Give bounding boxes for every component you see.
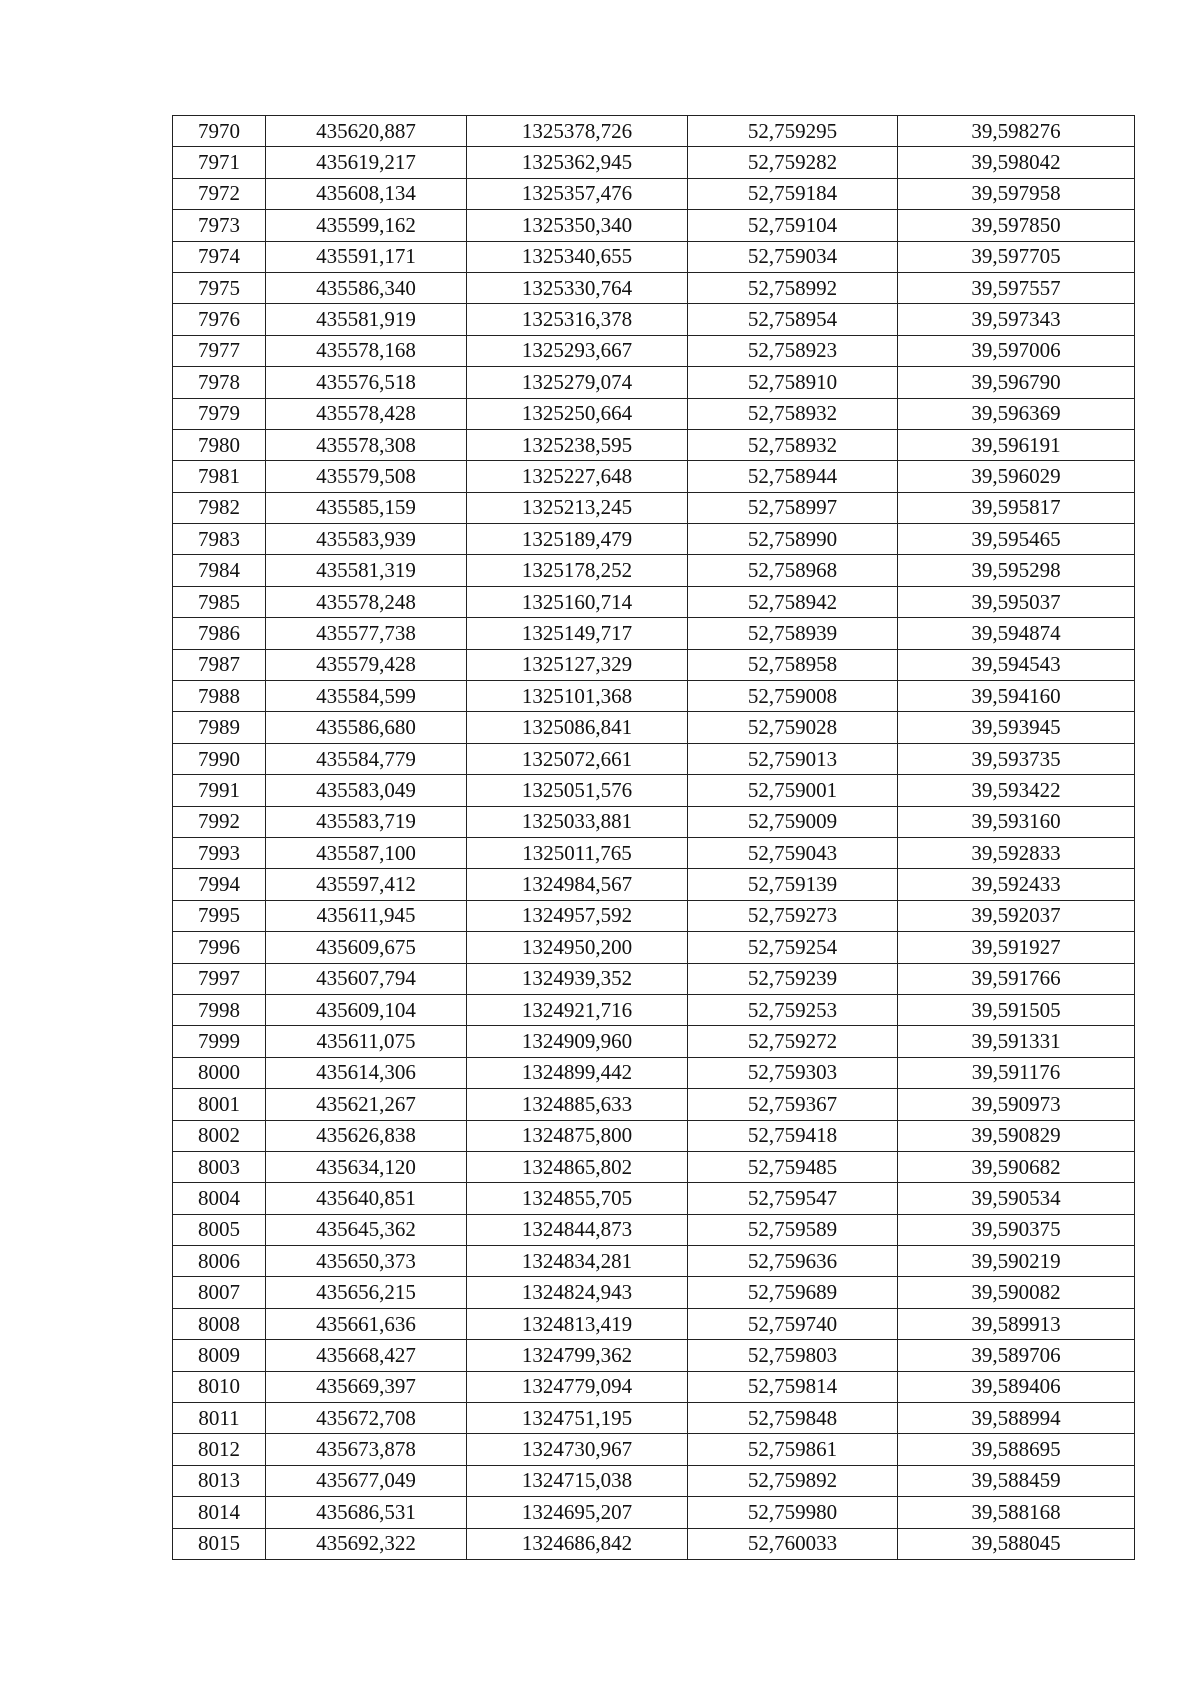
x-coordinate-cell: 435645,362	[266, 1214, 467, 1245]
latitude-cell: 52,758997	[688, 492, 898, 523]
x-coordinate-cell: 435611,075	[266, 1026, 467, 1057]
longitude-cell: 39,591766	[898, 963, 1135, 994]
x-coordinate-cell: 435686,531	[266, 1497, 467, 1528]
latitude-cell: 52,759139	[688, 869, 898, 900]
table-row	[173, 806, 1135, 837]
table-row	[173, 1277, 1135, 1308]
latitude-cell: 52,759485	[688, 1151, 898, 1182]
latitude-cell: 52,758939	[688, 618, 898, 649]
point-number-cell: 7983	[173, 524, 266, 555]
table-row	[173, 429, 1135, 460]
longitude-cell: 39,595298	[898, 555, 1135, 586]
latitude-cell: 52,759367	[688, 1089, 898, 1120]
table-row	[173, 932, 1135, 963]
longitude-cell: 39,596369	[898, 398, 1135, 429]
longitude-cell: 39,597557	[898, 272, 1135, 303]
table-row	[173, 116, 1135, 147]
y-coordinate-cell: 1324899,442	[467, 1057, 688, 1088]
longitude-cell: 39,591331	[898, 1026, 1135, 1057]
latitude-cell: 52,759303	[688, 1057, 898, 1088]
y-coordinate-cell: 1324844,873	[467, 1214, 688, 1245]
y-coordinate-cell: 1325227,648	[467, 461, 688, 492]
longitude-cell: 39,588695	[898, 1434, 1135, 1465]
y-coordinate-cell: 1324715,038	[467, 1465, 688, 1496]
table-row	[173, 586, 1135, 617]
table-row	[173, 1465, 1135, 1496]
latitude-cell: 52,758910	[688, 367, 898, 398]
table-row	[173, 1371, 1135, 1402]
point-number-cell: 7978	[173, 367, 266, 398]
point-number-cell: 7997	[173, 963, 266, 994]
latitude-cell: 52,759636	[688, 1246, 898, 1277]
x-coordinate-cell: 435576,518	[266, 367, 467, 398]
table-row	[173, 900, 1135, 931]
x-coordinate-cell: 435581,319	[266, 555, 467, 586]
longitude-cell: 39,588045	[898, 1528, 1135, 1559]
latitude-cell: 52,759184	[688, 178, 898, 209]
x-coordinate-cell: 435614,306	[266, 1057, 467, 1088]
longitude-cell: 39,595037	[898, 586, 1135, 617]
x-coordinate-cell: 435609,104	[266, 994, 467, 1025]
y-coordinate-cell: 1325378,726	[467, 116, 688, 147]
point-number-cell: 8009	[173, 1340, 266, 1371]
longitude-cell: 39,595465	[898, 524, 1135, 555]
y-coordinate-cell: 1324875,800	[467, 1120, 688, 1151]
latitude-cell: 52,759740	[688, 1308, 898, 1339]
latitude-cell: 52,758923	[688, 335, 898, 366]
table-row	[173, 1528, 1135, 1559]
longitude-cell: 39,588459	[898, 1465, 1135, 1496]
y-coordinate-cell: 1324686,842	[467, 1528, 688, 1559]
y-coordinate-cell: 1324957,592	[467, 900, 688, 931]
x-coordinate-cell: 435584,779	[266, 743, 467, 774]
table-row	[173, 555, 1135, 586]
longitude-cell: 39,597705	[898, 241, 1135, 272]
point-number-cell: 8012	[173, 1434, 266, 1465]
point-number-cell: 8002	[173, 1120, 266, 1151]
latitude-cell: 52,759008	[688, 681, 898, 712]
table-row	[173, 304, 1135, 335]
longitude-cell: 39,590973	[898, 1089, 1135, 1120]
table-row	[173, 398, 1135, 429]
longitude-cell: 39,594874	[898, 618, 1135, 649]
y-coordinate-cell: 1325250,664	[467, 398, 688, 429]
x-coordinate-cell: 435607,794	[266, 963, 467, 994]
x-coordinate-cell: 435669,397	[266, 1371, 467, 1402]
x-coordinate-cell: 435619,217	[266, 147, 467, 178]
x-coordinate-cell: 435581,919	[266, 304, 467, 335]
point-number-cell: 7974	[173, 241, 266, 272]
x-coordinate-cell: 435587,100	[266, 837, 467, 868]
longitude-cell: 39,593160	[898, 806, 1135, 837]
longitude-cell: 39,597343	[898, 304, 1135, 335]
table-row	[173, 1057, 1135, 1088]
longitude-cell: 39,592433	[898, 869, 1135, 900]
y-coordinate-cell: 1325316,378	[467, 304, 688, 335]
latitude-cell: 52,759282	[688, 147, 898, 178]
point-number-cell: 8001	[173, 1089, 266, 1120]
longitude-cell: 39,589406	[898, 1371, 1135, 1402]
longitude-cell: 39,592833	[898, 837, 1135, 868]
y-coordinate-cell: 1324939,352	[467, 963, 688, 994]
x-coordinate-cell: 435585,159	[266, 492, 467, 523]
latitude-cell: 52,759009	[688, 806, 898, 837]
latitude-cell: 52,758990	[688, 524, 898, 555]
table-row	[173, 1340, 1135, 1371]
coordinates-table	[172, 115, 1135, 1560]
table-row	[173, 618, 1135, 649]
point-number-cell: 7979	[173, 398, 266, 429]
latitude-cell: 52,759418	[688, 1120, 898, 1151]
y-coordinate-cell: 1325238,595	[467, 429, 688, 460]
y-coordinate-cell: 1325178,252	[467, 555, 688, 586]
y-coordinate-cell: 1324909,960	[467, 1026, 688, 1057]
latitude-cell: 52,759689	[688, 1277, 898, 1308]
latitude-cell: 52,759104	[688, 210, 898, 241]
point-number-cell: 7985	[173, 586, 266, 617]
y-coordinate-cell: 1324950,200	[467, 932, 688, 963]
x-coordinate-cell: 435634,120	[266, 1151, 467, 1182]
latitude-cell: 52,759295	[688, 116, 898, 147]
point-number-cell: 7982	[173, 492, 266, 523]
y-coordinate-cell: 1325362,945	[467, 147, 688, 178]
longitude-cell: 39,589706	[898, 1340, 1135, 1371]
y-coordinate-cell: 1324730,967	[467, 1434, 688, 1465]
table-row	[173, 335, 1135, 366]
longitude-cell: 39,591505	[898, 994, 1135, 1025]
latitude-cell: 52,759861	[688, 1434, 898, 1465]
x-coordinate-cell: 435578,248	[266, 586, 467, 617]
y-coordinate-cell: 1324824,943	[467, 1277, 688, 1308]
y-coordinate-cell: 1324865,802	[467, 1151, 688, 1182]
table-row	[173, 775, 1135, 806]
point-number-cell: 8004	[173, 1183, 266, 1214]
point-number-cell: 7993	[173, 837, 266, 868]
x-coordinate-cell: 435673,878	[266, 1434, 467, 1465]
y-coordinate-cell: 1324799,362	[467, 1340, 688, 1371]
point-number-cell: 7996	[173, 932, 266, 963]
y-coordinate-cell: 1325350,340	[467, 210, 688, 241]
point-number-cell: 8015	[173, 1528, 266, 1559]
x-coordinate-cell: 435661,636	[266, 1308, 467, 1339]
y-coordinate-cell: 1325011,765	[467, 837, 688, 868]
point-number-cell: 7992	[173, 806, 266, 837]
longitude-cell: 39,597850	[898, 210, 1135, 241]
latitude-cell: 52,758954	[688, 304, 898, 335]
longitude-cell: 39,588994	[898, 1403, 1135, 1434]
table-row	[173, 241, 1135, 272]
x-coordinate-cell: 435621,267	[266, 1089, 467, 1120]
latitude-cell: 52,759254	[688, 932, 898, 963]
longitude-cell: 39,595817	[898, 492, 1135, 523]
point-number-cell: 7987	[173, 649, 266, 680]
latitude-cell: 52,759028	[688, 712, 898, 743]
x-coordinate-cell: 435640,851	[266, 1183, 467, 1214]
x-coordinate-cell: 435583,719	[266, 806, 467, 837]
point-number-cell: 7977	[173, 335, 266, 366]
longitude-cell: 39,598276	[898, 116, 1135, 147]
y-coordinate-cell: 1325160,714	[467, 586, 688, 617]
y-coordinate-cell: 1325033,881	[467, 806, 688, 837]
coordinates-table-body	[173, 116, 1135, 1560]
point-number-cell: 7975	[173, 272, 266, 303]
latitude-cell: 52,759253	[688, 994, 898, 1025]
point-number-cell: 8003	[173, 1151, 266, 1182]
point-number-cell: 8013	[173, 1465, 266, 1496]
table-row	[173, 1026, 1135, 1057]
latitude-cell: 52,758944	[688, 461, 898, 492]
y-coordinate-cell: 1324813,419	[467, 1308, 688, 1339]
point-number-cell: 8007	[173, 1277, 266, 1308]
table-row	[173, 1434, 1135, 1465]
y-coordinate-cell: 1325189,479	[467, 524, 688, 555]
point-number-cell: 7973	[173, 210, 266, 241]
latitude-cell: 52,760033	[688, 1528, 898, 1559]
y-coordinate-cell: 1324779,094	[467, 1371, 688, 1402]
latitude-cell: 52,758958	[688, 649, 898, 680]
x-coordinate-cell: 435586,340	[266, 272, 467, 303]
x-coordinate-cell: 435626,838	[266, 1120, 467, 1151]
x-coordinate-cell: 435609,675	[266, 932, 467, 963]
latitude-cell: 52,759547	[688, 1183, 898, 1214]
y-coordinate-cell: 1324751,195	[467, 1403, 688, 1434]
y-coordinate-cell: 1325330,764	[467, 272, 688, 303]
longitude-cell: 39,593945	[898, 712, 1135, 743]
table-row	[173, 1214, 1135, 1245]
x-coordinate-cell: 435668,427	[266, 1340, 467, 1371]
y-coordinate-cell: 1325101,368	[467, 681, 688, 712]
latitude-cell: 52,758942	[688, 586, 898, 617]
x-coordinate-cell: 435578,168	[266, 335, 467, 366]
longitude-cell: 39,594160	[898, 681, 1135, 712]
table-row	[173, 712, 1135, 743]
point-number-cell: 7990	[173, 743, 266, 774]
x-coordinate-cell: 435597,412	[266, 869, 467, 900]
y-coordinate-cell: 1325293,667	[467, 335, 688, 366]
latitude-cell: 52,759013	[688, 743, 898, 774]
y-coordinate-cell: 1324984,567	[467, 869, 688, 900]
longitude-cell: 39,590682	[898, 1151, 1135, 1182]
longitude-cell: 39,591176	[898, 1057, 1135, 1088]
longitude-cell: 39,590219	[898, 1246, 1135, 1277]
y-coordinate-cell: 1325357,476	[467, 178, 688, 209]
longitude-cell: 39,590375	[898, 1214, 1135, 1245]
longitude-cell: 39,596191	[898, 429, 1135, 460]
point-number-cell: 8008	[173, 1308, 266, 1339]
table-row	[173, 1497, 1135, 1528]
x-coordinate-cell: 435656,215	[266, 1277, 467, 1308]
table-row	[173, 994, 1135, 1025]
latitude-cell: 52,759848	[688, 1403, 898, 1434]
table-row	[173, 178, 1135, 209]
table-row	[173, 1151, 1135, 1182]
x-coordinate-cell: 435677,049	[266, 1465, 467, 1496]
point-number-cell: 7980	[173, 429, 266, 460]
x-coordinate-cell: 435672,708	[266, 1403, 467, 1434]
longitude-cell: 39,593422	[898, 775, 1135, 806]
table-row	[173, 272, 1135, 303]
point-number-cell: 7991	[173, 775, 266, 806]
y-coordinate-cell: 1324834,281	[467, 1246, 688, 1277]
latitude-cell: 52,759589	[688, 1214, 898, 1245]
longitude-cell: 39,597006	[898, 335, 1135, 366]
table-row	[173, 837, 1135, 868]
point-number-cell: 8005	[173, 1214, 266, 1245]
x-coordinate-cell: 435692,322	[266, 1528, 467, 1559]
table-row	[173, 1308, 1135, 1339]
table-row	[173, 147, 1135, 178]
longitude-cell: 39,597958	[898, 178, 1135, 209]
point-number-cell: 7971	[173, 147, 266, 178]
latitude-cell: 52,759239	[688, 963, 898, 994]
y-coordinate-cell: 1325072,661	[467, 743, 688, 774]
table-row	[173, 1089, 1135, 1120]
table-row	[173, 1183, 1135, 1214]
x-coordinate-cell: 435583,049	[266, 775, 467, 806]
longitude-cell: 39,591927	[898, 932, 1135, 963]
longitude-cell: 39,590829	[898, 1120, 1135, 1151]
latitude-cell: 52,759892	[688, 1465, 898, 1496]
point-number-cell: 7994	[173, 869, 266, 900]
y-coordinate-cell: 1324921,716	[467, 994, 688, 1025]
latitude-cell: 52,758932	[688, 398, 898, 429]
y-coordinate-cell: 1324885,633	[467, 1089, 688, 1120]
point-number-cell: 8011	[173, 1403, 266, 1434]
latitude-cell: 52,759980	[688, 1497, 898, 1528]
longitude-cell: 39,596029	[898, 461, 1135, 492]
x-coordinate-cell: 435591,171	[266, 241, 467, 272]
y-coordinate-cell: 1324695,207	[467, 1497, 688, 1528]
latitude-cell: 52,759273	[688, 900, 898, 931]
point-number-cell: 7972	[173, 178, 266, 209]
y-coordinate-cell: 1325086,841	[467, 712, 688, 743]
x-coordinate-cell: 435577,738	[266, 618, 467, 649]
latitude-cell: 52,759272	[688, 1026, 898, 1057]
longitude-cell: 39,593735	[898, 743, 1135, 774]
x-coordinate-cell: 435586,680	[266, 712, 467, 743]
y-coordinate-cell: 1325127,329	[467, 649, 688, 680]
table-row	[173, 461, 1135, 492]
x-coordinate-cell: 435583,939	[266, 524, 467, 555]
latitude-cell: 52,759001	[688, 775, 898, 806]
x-coordinate-cell: 435650,373	[266, 1246, 467, 1277]
x-coordinate-cell: 435608,134	[266, 178, 467, 209]
latitude-cell: 52,759043	[688, 837, 898, 868]
point-number-cell: 7988	[173, 681, 266, 712]
point-number-cell: 7986	[173, 618, 266, 649]
point-number-cell: 7984	[173, 555, 266, 586]
x-coordinate-cell: 435579,508	[266, 461, 467, 492]
longitude-cell: 39,598042	[898, 147, 1135, 178]
point-number-cell: 7998	[173, 994, 266, 1025]
longitude-cell: 39,589913	[898, 1308, 1135, 1339]
longitude-cell: 39,590082	[898, 1277, 1135, 1308]
table-row	[173, 1246, 1135, 1277]
longitude-cell: 39,596790	[898, 367, 1135, 398]
point-number-cell: 7970	[173, 116, 266, 147]
point-number-cell: 7976	[173, 304, 266, 335]
point-number-cell: 7989	[173, 712, 266, 743]
longitude-cell: 39,588168	[898, 1497, 1135, 1528]
y-coordinate-cell: 1325213,245	[467, 492, 688, 523]
point-number-cell: 7981	[173, 461, 266, 492]
table-row	[173, 743, 1135, 774]
latitude-cell: 52,759814	[688, 1371, 898, 1402]
table-row	[173, 869, 1135, 900]
latitude-cell: 52,758968	[688, 555, 898, 586]
table-row	[173, 681, 1135, 712]
y-coordinate-cell: 1325279,074	[467, 367, 688, 398]
latitude-cell: 52,759034	[688, 241, 898, 272]
latitude-cell: 52,758992	[688, 272, 898, 303]
table-row	[173, 963, 1135, 994]
x-coordinate-cell: 435578,308	[266, 429, 467, 460]
table-row	[173, 524, 1135, 555]
longitude-cell: 39,594543	[898, 649, 1135, 680]
table-row	[173, 367, 1135, 398]
table-row	[173, 210, 1135, 241]
x-coordinate-cell: 435584,599	[266, 681, 467, 712]
table-row	[173, 492, 1135, 523]
point-number-cell: 8000	[173, 1057, 266, 1088]
point-number-cell: 8006	[173, 1246, 266, 1277]
x-coordinate-cell: 435611,945	[266, 900, 467, 931]
longitude-cell: 39,592037	[898, 900, 1135, 931]
y-coordinate-cell: 1325149,717	[467, 618, 688, 649]
y-coordinate-cell: 1325340,655	[467, 241, 688, 272]
latitude-cell: 52,759803	[688, 1340, 898, 1371]
x-coordinate-cell: 435578,428	[266, 398, 467, 429]
longitude-cell: 39,590534	[898, 1183, 1135, 1214]
x-coordinate-cell: 435620,887	[266, 116, 467, 147]
point-number-cell: 7995	[173, 900, 266, 931]
x-coordinate-cell: 435599,162	[266, 210, 467, 241]
point-number-cell: 8014	[173, 1497, 266, 1528]
latitude-cell: 52,758932	[688, 429, 898, 460]
y-coordinate-cell: 1325051,576	[467, 775, 688, 806]
point-number-cell: 8010	[173, 1371, 266, 1402]
y-coordinate-cell: 1324855,705	[467, 1183, 688, 1214]
table-row	[173, 1403, 1135, 1434]
table-row	[173, 649, 1135, 680]
table-row	[173, 1120, 1135, 1151]
x-coordinate-cell: 435579,428	[266, 649, 467, 680]
point-number-cell: 7999	[173, 1026, 266, 1057]
